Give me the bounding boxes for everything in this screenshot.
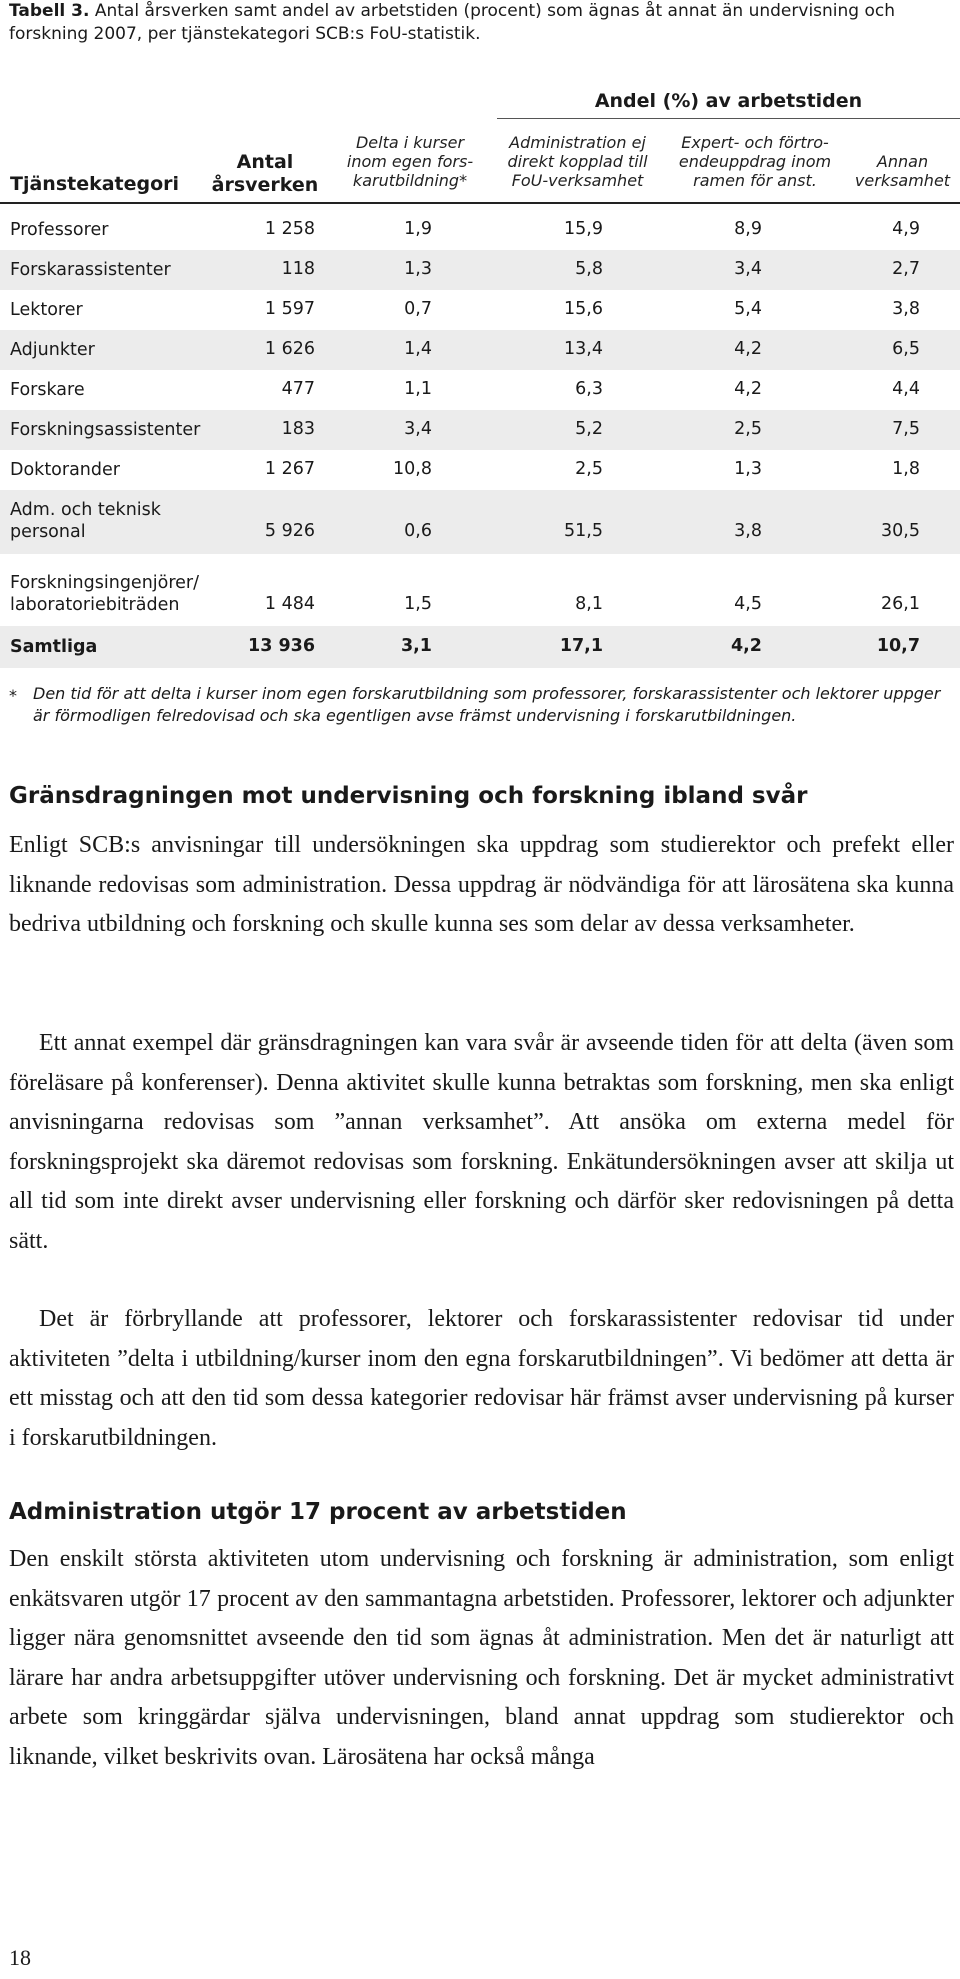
table-row: [0, 250, 960, 290]
cell-annan: 26,1: [881, 594, 920, 614]
paragraph-text: Den enskilt största aktiviteten utom undervisning och forskning är administration, som enligt enkätsvaren utgör 17 procent av den sammantagna arbetstiden. Professorer, lektorer och adjunkter ligger nära genomsnittet avseende den tid som ägnas åt administration. Men det är naturligt att lärare har andra arbetsuppgifter utöver undervisning och forskning. Det är mycket administrativt arbete som kringgärdar själva undervisningen, bland annat uppdrag som studierektor och liknande, vilket beskrivits ovan. Lärosätena har också många: [9, 1546, 954, 1770]
col-header-annan-line: Annan: [876, 152, 929, 171]
cell-delta: 1,4: [404, 339, 432, 359]
group-header: Andel (%) av arbetstiden: [497, 84, 960, 119]
cell-antal: 477: [281, 379, 315, 399]
table-caption-label: Tabell 3.: [9, 1, 90, 21]
row-name-line: Adm. och teknisk: [10, 500, 161, 520]
cell-delta: 1,3: [404, 259, 432, 279]
section-heading: Gränsdragningen mot undervisning och forskning ibland svår: [9, 783, 808, 809]
cell-delta: 0,7: [404, 299, 432, 319]
table-row-total: [0, 626, 960, 668]
row-name: [10, 419, 200, 441]
cell-expert: 3,4: [734, 259, 762, 279]
cell-expert: 4,5: [734, 594, 762, 614]
row-name-line: Doktorander: [10, 460, 120, 480]
cell-admin: 15,6: [564, 299, 603, 319]
cell-delta: 0,6: [404, 521, 432, 541]
cell-expert: 5,4: [734, 299, 762, 319]
row-name: [10, 299, 83, 321]
col-header-expert: [665, 133, 845, 190]
paragraph: [9, 1540, 954, 1777]
col-header-admin-line: Administration ej: [509, 133, 646, 152]
cell-expert: 3,8: [734, 521, 762, 541]
cell-antal: 183: [281, 419, 315, 439]
footnote-text: Den tid för att delta i kurser inom egen forskarutbildning som professorer, forskarassistenter och lektorer uppger är förmodligen felredovisad och ska egentligen avse främst undervisning i forskarutbildningen.: [33, 684, 941, 725]
col-header-delta-line: inom egen fors-: [346, 152, 474, 171]
cell-expert: 2,5: [734, 419, 762, 439]
cell-delta: 10,8: [393, 459, 432, 479]
col-header-delta: [330, 133, 490, 190]
cell-antal: 1 626: [264, 339, 315, 359]
row-name-line: Forskningsingenjörer/: [10, 573, 200, 593]
row-name: [10, 219, 108, 241]
cell-antal: 1 597: [264, 299, 315, 319]
row-name-line: Professorer: [10, 220, 109, 240]
cell-admin: 5,2: [575, 419, 603, 439]
header-rule: [0, 202, 960, 204]
paragraph: [9, 826, 954, 945]
cell-delta: 3,1: [400, 636, 432, 656]
col-header-category: Tjänstekategori: [10, 173, 180, 195]
cell-expert: 4,2: [734, 379, 762, 399]
row-name-line: Forskningsassistenter: [10, 420, 201, 440]
cell-admin: 8,1: [575, 594, 603, 614]
cell-annan: 6,5: [892, 339, 920, 359]
paragraph-text: Det är förbryllande att professorer, lektorer och forskarassistenter redovisar tid under aktiviteten ”delta i utbildning/kurser inom den egna forskarutbildningen”. Vi bedömer att detta är ett misstag och att den tid som dessa kategorier redovisar här främst avser undervisning på kurser i forskarutbildningen.: [9, 1306, 954, 1451]
cell-annan: 4,4: [892, 379, 920, 399]
section-heading: Administration utgör 17 procent av arbetstiden: [9, 1499, 627, 1525]
cell-antal: 5 926: [264, 521, 315, 541]
table-footnote: [9, 683, 954, 727]
cell-annan: 3,8: [892, 299, 920, 319]
col-header-expert-line: Expert- och förtro-: [681, 133, 829, 152]
col-header-admin-line: direkt kopplad till: [507, 152, 648, 171]
paragraph-text: Ett annat exempel där gränsdragningen kan vara svår är avseende tiden för att delta (även som föreläsare på konferenser). Denna aktivitet skulle kunna betraktas som forskning, men ska enligt anvisningarna redovisas som ”annan verksamhet”. Att ansöka om externa medel för forskningsprojekt ska däremot redovisas som forskning. Enkätundersökningen avser att skilja ut all tid som inte direkt avser undervisning eller forskning och därför sker redovisningen på detta sätt.: [9, 1030, 954, 1254]
table-caption-text: Antal årsverken samt andel av arbetstiden (procent) som ägnas åt annat än undervisning och forskning 2007, per tjänstekategori SCB:s FoU-statistik.: [9, 1, 896, 44]
cell-annan: 7,5: [892, 419, 920, 439]
cell-antal: 118: [281, 259, 315, 279]
col-header-annan-line: verksamhet: [854, 171, 951, 190]
cell-delta: 1,5: [404, 594, 432, 614]
row-name: [10, 572, 199, 616]
table-row: [0, 450, 960, 490]
cell-expert: 4,2: [730, 636, 762, 656]
col-header-expert-line: endeuppdrag inom: [678, 152, 832, 171]
cell-antal: 1 258: [264, 219, 315, 239]
cell-admin: 2,5: [575, 459, 603, 479]
col-header-delta-line: Delta i kurser: [355, 133, 465, 152]
row-name: [10, 636, 97, 658]
col-header-admin: [490, 133, 665, 190]
cell-annan: 4,9: [892, 219, 920, 239]
row-name-line: laboratoriebiträden: [10, 595, 180, 615]
table-caption: [9, 0, 954, 46]
cell-expert: 4,2: [734, 339, 762, 359]
row-name-line: Forskare: [10, 380, 85, 400]
table-row: [0, 210, 960, 250]
cell-antal: 1 484: [264, 594, 315, 614]
row-name: [10, 339, 95, 361]
cell-delta: 1,1: [404, 379, 432, 399]
row-name: [10, 379, 85, 401]
page-number: 18: [9, 1945, 31, 1970]
row-name: [10, 459, 120, 481]
cell-expert: 1,3: [734, 459, 762, 479]
table-row: [0, 410, 960, 450]
cell-admin: 6,3: [575, 379, 603, 399]
col-header-antal-line: årsverken: [211, 174, 319, 196]
cell-admin: 15,9: [564, 219, 603, 239]
footnote-marker: *: [9, 686, 17, 705]
table-row: [0, 490, 960, 554]
row-name-line: Adjunkter: [10, 340, 95, 360]
cell-annan: 1,8: [892, 459, 920, 479]
row-name-line: Lektorer: [10, 300, 83, 320]
row-name-line: personal: [10, 522, 86, 542]
row-name: [10, 259, 171, 281]
col-header-delta-line: karutbildning*: [352, 171, 468, 190]
col-header-expert-line: ramen för anst.: [693, 171, 817, 190]
table-row: [0, 330, 960, 370]
cell-annan: 2,7: [892, 259, 920, 279]
row-name-line: Forskarassistenter: [10, 260, 171, 280]
table-row: [0, 554, 960, 626]
paragraph: [9, 1024, 954, 1261]
cell-annan: 30,5: [881, 521, 920, 541]
cell-antal: 1 267: [264, 459, 315, 479]
cell-admin: 13,4: [564, 339, 603, 359]
table-row: [0, 370, 960, 410]
row-name-line: Samtliga: [10, 637, 98, 657]
cell-delta: 1,9: [404, 219, 432, 239]
col-header-admin-line: FoU-verksamhet: [511, 171, 644, 190]
paragraph: [9, 1300, 954, 1458]
paragraph-text: Enligt SCB:s anvisningar till undersökningen ska uppdrag som studierektor och prefekt eller liknande redovisas som administration. Dessa uppdrag är nödvändiga för att lärosätena ska kunna bedriva utbildning och forskning och skulle kunna ses som delar av dessa verksamheter.: [9, 832, 954, 937]
cell-expert: 8,9: [734, 219, 762, 239]
col-header-antal: [200, 151, 330, 197]
cell-admin: 5,8: [575, 259, 603, 279]
col-header-annan: [845, 152, 960, 190]
cell-antal: 13 936: [248, 636, 315, 656]
cell-admin: 51,5: [564, 521, 603, 541]
table-row: [0, 290, 960, 330]
cell-admin: 17,1: [559, 636, 603, 656]
row-name: [10, 499, 161, 543]
col-header-antal-line: Antal: [236, 151, 294, 173]
cell-annan: 10,7: [876, 636, 920, 656]
cell-delta: 3,4: [404, 419, 432, 439]
